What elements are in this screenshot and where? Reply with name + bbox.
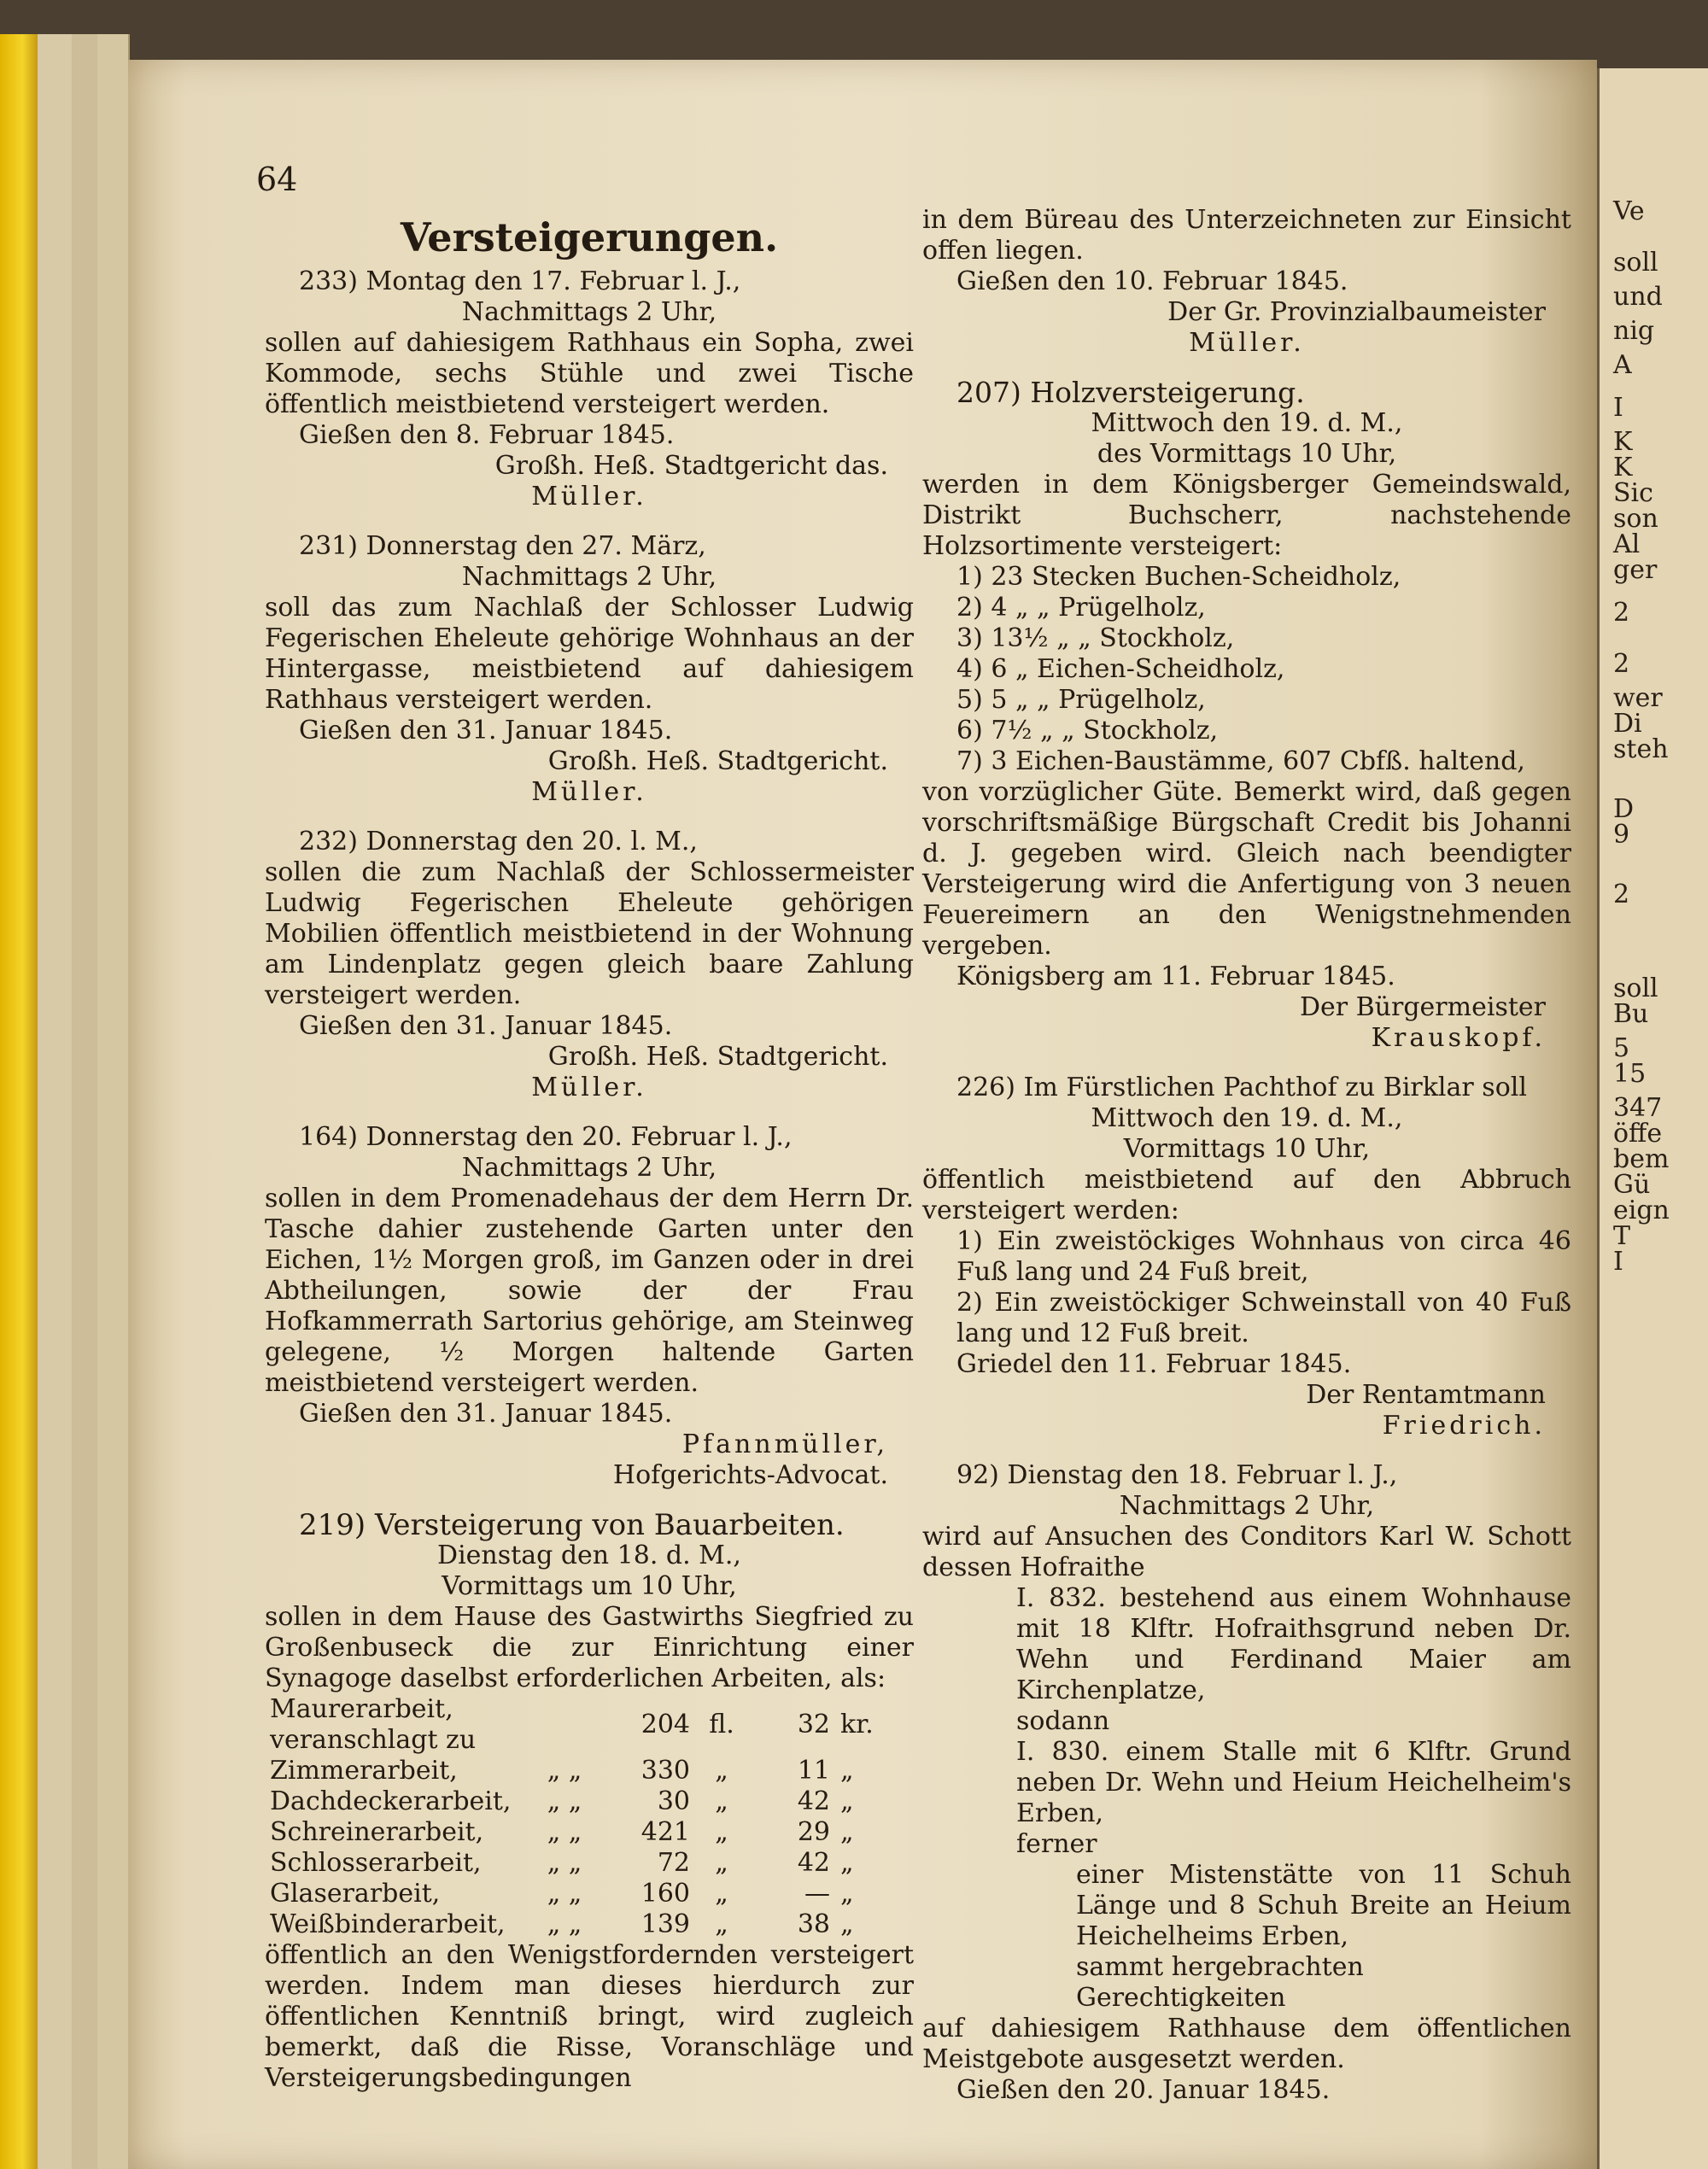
ditto-mark: „ „ xyxy=(547,1848,582,1878)
amount-kreuzer: 42 xyxy=(797,1848,830,1878)
work-name: Zimmerarbeit, xyxy=(270,1756,458,1786)
lot-place-date: Gießen den 31. Januar 1845. xyxy=(299,1399,673,1429)
list-item: 3) 13½ „ „ Stockholz, xyxy=(956,623,1235,653)
lot-place-date: Gießen den 31. Januar 1845. xyxy=(299,1011,673,1041)
lot-signature-title: Der Rentamtmann xyxy=(1306,1380,1546,1410)
unit-kreuzer: „ xyxy=(840,1848,854,1878)
next-page-edge xyxy=(1597,68,1708,2169)
book-page xyxy=(128,60,1597,2169)
lot-body: sollen die zum Nachlaß der Schlossermeister Ludwig Fegerischen Eheleute gehörigen Mobilien öffentlich meistbietend in der Wohnung am Lindenplatz gegen gleich baare Zahlung versteigert werden. xyxy=(265,857,914,1010)
next-page-fragment: nig xyxy=(1613,316,1655,346)
lot-time: des Vormittags 10 Uhr, xyxy=(1097,439,1397,469)
unit-florin: fl. xyxy=(709,1710,734,1739)
lot-time: Nachmittags 2 Uhr, xyxy=(461,562,717,592)
unit-florin: „ xyxy=(715,1817,728,1847)
ditto-mark: „ „ xyxy=(547,1879,582,1909)
work-name: Dachdeckerarbeit, xyxy=(270,1786,512,1816)
lot-207 xyxy=(922,377,1571,1054)
lot-body: in dem Büreau des Unterzeichneten zur Einsicht offen liegen. xyxy=(922,205,1571,266)
cost-row xyxy=(265,1848,914,1879)
lot-intro: öffentlich meistbietend auf den Abbruch versteigert werden: xyxy=(922,1165,1571,1225)
lot-226 xyxy=(922,1073,1571,1441)
unit-kreuzer: „ xyxy=(840,1817,854,1847)
work-name: Glaserarbeit, xyxy=(270,1879,441,1909)
next-page-fragment: K xyxy=(1613,427,1633,457)
ditto-mark: „ „ xyxy=(547,1756,582,1786)
list-item: einer Mistenstätte von 11 Schuh Länge und 8 Schuh Breite an Heium Heichelheims Erben, xyxy=(1076,1860,1571,1951)
work-name: Weißbinderarbeit, xyxy=(270,1909,506,1939)
list-item: 4) 6 „ Eichen-Scheidholz, xyxy=(956,654,1285,684)
amount-kreuzer: — xyxy=(804,1879,830,1909)
next-page-fragment: 347 xyxy=(1613,1093,1663,1123)
next-page-fragment: I xyxy=(1613,393,1623,423)
amount-florin: 139 xyxy=(640,1909,690,1939)
lot-body: sollen in dem Hause des Gastwirths Siegfried zu Großenbuseck die zur Einrichtung einer Synagoge daselbst erforderlichen Arbeiten, als: xyxy=(265,1602,914,1693)
amount-florin: 72 xyxy=(657,1848,690,1878)
list-item: 1) 23 Stecken Buchen-Scheidholz, xyxy=(956,562,1401,592)
next-page-fragment: 15 xyxy=(1613,1059,1647,1089)
next-page-fragment: T xyxy=(1613,1221,1631,1251)
cost-table xyxy=(265,1694,914,1940)
next-page-fragment: Gü xyxy=(1613,1170,1651,1200)
list-item: I. 830. einem Stalle mit 6 Klftr. Grund neben Dr. Wehn und Heium Heichelheim's Erben, xyxy=(1016,1737,1571,1828)
amount-florin: 421 xyxy=(640,1817,690,1847)
next-page-fragment: 2 xyxy=(1613,880,1630,909)
lot-time: Nachmittags 2 Uhr, xyxy=(1119,1491,1375,1521)
cost-row xyxy=(265,1786,914,1817)
book-edge-yellow xyxy=(0,34,38,2169)
lot-closing: öffentlich an den Wenigstfordernden versteigert werden. Indem man dieses hierdurch zur öffentlichen Kenntniß bringt, wird zugleich bemerkt, daß die Risse, Voranschläge und Versteigerungsbedingungen xyxy=(265,1940,914,2093)
page-stack-edge xyxy=(38,34,73,2169)
lot-date: Mittwoch den 19. d. M., xyxy=(1091,1103,1403,1133)
unit-florin: „ xyxy=(715,1879,728,1909)
next-page-fragment: ger xyxy=(1613,555,1658,585)
next-page-fragment: 5 xyxy=(1613,1033,1630,1063)
lot-signature-name: Friedrich. xyxy=(1382,1411,1546,1441)
cost-row xyxy=(265,1694,914,1756)
page-stack-edge xyxy=(72,34,99,2169)
lot-signature-title: Der Gr. Provinzialbaumeister xyxy=(1167,297,1546,327)
lot-body: soll das zum Nachlaß der Schlosser Ludwig Fegerischen Eheleute gehörige Wohnhaus an der Hintergasse, meistbietend auf dahiesigem Rathhaus versteigert werden. xyxy=(265,593,914,715)
list-item: 1) Ein zweistöckiges Wohnhaus von circa 46 Fuß lang und 24 Fuß breit, xyxy=(956,1226,1571,1287)
lot-signature-name: Pfannmüller, xyxy=(681,1429,888,1459)
amount-florin: 160 xyxy=(640,1879,690,1909)
unit-kreuzer: „ xyxy=(840,1879,854,1909)
section-title: Versteigerungen. xyxy=(400,214,779,260)
cost-row xyxy=(265,1756,914,1786)
list-item: 7) 3 Eichen-Baustämme, 607 Cbfß. haltend, xyxy=(956,746,1525,776)
lot-heading: 233) Montag den 17. Februar l. J., xyxy=(299,266,741,296)
lot-signature-name: Krauskopf. xyxy=(1371,1023,1546,1053)
amount-kreuzer: 42 xyxy=(797,1786,830,1816)
next-page-fragment: I xyxy=(1613,1247,1623,1277)
amount-kreuzer: 11 xyxy=(797,1756,830,1786)
next-page-fragment: 2 xyxy=(1613,598,1630,628)
connector-text: ferner xyxy=(1016,1829,1097,1859)
connector-text: sodann xyxy=(1016,1706,1110,1736)
list-item: I. 832. bestehend aus einem Wohnhause mit 18 Klftr. Hofraithsgrund neben Dr. Wehn und Ferdinand Maier am Kirchenplatze, xyxy=(1016,1583,1571,1705)
lot-time: Nachmittags 2 Uhr, xyxy=(461,297,717,327)
page-stack-edge xyxy=(97,34,130,2169)
next-page-fragment: soll xyxy=(1613,973,1658,1003)
ditto-mark xyxy=(538,1694,591,1756)
next-page-fragment: son xyxy=(1613,504,1658,534)
lot-time: Nachmittags 2 Uhr, xyxy=(461,1153,717,1183)
unit-florin: „ xyxy=(715,1786,728,1816)
lot-heading: 219) Versteigerung von Bauarbeiten. xyxy=(299,1508,845,1542)
lot-place-date: Gießen den 31. Januar 1845. xyxy=(299,716,673,745)
lot-place-date: Gießen den 20. Januar 1845. xyxy=(956,2075,1331,2105)
amount-kreuzer: 32 xyxy=(797,1710,830,1739)
lot-232 xyxy=(265,827,914,1103)
next-page-fragment: A xyxy=(1613,350,1632,380)
lot-signature-name: Müller. xyxy=(1189,328,1305,358)
lot-164 xyxy=(265,1122,914,1491)
list-item: 2) 4 „ „ Prügelholz, xyxy=(956,593,1206,623)
lot-signature-title: Großh. Heß. Stadtgericht. xyxy=(547,746,888,776)
next-page-fragment: Al xyxy=(1613,529,1641,559)
lot-heading: 226) Im Fürstlichen Pachthof zu Birklar soll xyxy=(956,1073,1527,1102)
next-page-fragment: eign xyxy=(1613,1196,1670,1225)
unit-florin: „ xyxy=(715,1909,728,1939)
next-page-fragment: Di xyxy=(1613,709,1642,739)
list-item: 5) 5 „ „ Prügelholz, xyxy=(956,685,1206,715)
work-name: Schlosserarbeit, xyxy=(270,1848,482,1878)
cost-row xyxy=(265,1817,914,1848)
next-page-fragment: wer xyxy=(1613,683,1663,713)
lot-body: sollen in dem Promenadehaus der dem Herrn Dr. Tasche dahier zustehende Garten unter den Eichen, 1½ Morgen groß, im Ganzen oder in drei Abtheilungen, sowie der der Frau Hofkammerrath Sartorius gehörige, am Steinweg gelegene, ½ Morgen haltende Garten meistbietend versteigert werden. xyxy=(265,1184,914,1398)
unit-kreuzer: „ xyxy=(840,1756,854,1786)
unit-kreuzer: „ xyxy=(840,1909,854,1939)
lot-place-date: Gießen den 8. Februar 1845. xyxy=(299,420,675,450)
next-page-fragment: soll xyxy=(1613,248,1658,278)
work-name: Schreinerarbeit, xyxy=(270,1817,484,1847)
cost-row xyxy=(265,1909,914,1940)
next-page-fragment: Sic xyxy=(1613,478,1653,508)
lot-signature-title: Der Bürgermeister xyxy=(1299,992,1546,1022)
list-item: 6) 7½ „ „ Stockholz, xyxy=(956,716,1219,745)
next-page-fragment: 9 xyxy=(1613,820,1630,850)
lot-219 xyxy=(265,1510,914,2094)
lot-92 xyxy=(922,1460,1571,2106)
list-item: 2) Ein zweistöckiger Schweinstall von 40 Fuß lang und 12 Fuß breit. xyxy=(956,1288,1571,1348)
ditto-mark: „ „ xyxy=(547,1817,582,1847)
list-item: sammt hergebrachten Gerechtigkeiten xyxy=(1076,1952,1364,2013)
lot-heading: 231) Donnerstag den 27. März, xyxy=(299,531,706,561)
lot-place-date: Griedel den 11. Februar 1845. xyxy=(956,1349,1352,1379)
next-page-fragment: Bu xyxy=(1613,999,1649,1029)
lot-signature-title: Großh. Heß. Stadtgericht. xyxy=(547,1042,888,1072)
next-page-fragment: öffe xyxy=(1613,1119,1663,1149)
next-page-fragment: 2 xyxy=(1613,649,1630,679)
amount-florin: 204 xyxy=(640,1710,690,1739)
ditto-mark: „ „ xyxy=(547,1909,582,1939)
lot-signature-name: Müller. xyxy=(531,482,647,512)
lot-heading: 232) Donnerstag den 20. l. M., xyxy=(299,827,698,856)
next-page-fragment: und xyxy=(1613,282,1663,312)
lot-time: Vormittags um 10 Uhr, xyxy=(442,1571,737,1601)
lot-231 xyxy=(265,531,914,808)
work-name: Maurerarbeit, veranschlagt zu xyxy=(270,1694,477,1755)
lot-intro: werden in dem Königsberger Gemeindswald, Distrikt Buchscherr, nachstehende Holzsortimente versteigert: xyxy=(922,470,1571,561)
unit-kreuzer: „ xyxy=(840,1786,854,1816)
left-column xyxy=(265,213,914,2094)
unit-florin: „ xyxy=(715,1848,728,1878)
lot-place-date: Gießen den 10. Februar 1845. xyxy=(956,266,1348,296)
lot-signature-name: Müller. xyxy=(531,777,647,807)
lot-heading: 164) Donnerstag den 20. Februar l. J., xyxy=(299,1122,793,1152)
lot-signature-name: Müller. xyxy=(531,1073,647,1102)
lot-time: Vormittags 10 Uhr, xyxy=(1123,1134,1371,1164)
lot-signature-title: Hofgerichts-Advocat. xyxy=(612,1460,888,1490)
lot-219-continued xyxy=(922,205,1571,359)
lot-body: von vorzüglicher Güte. Bemerkt wird, daß gegen vorschriftsmäßige Bürgschaft Credit bis Johanni d. J. gegeben wird. Gleich nach beendigter Versteigerung wird die Anfertigung von 3 neuen Feuereimern an den Wenigstnehmenden vergeben. xyxy=(922,777,1571,961)
next-page-fragment: Ve xyxy=(1613,196,1645,226)
lot-heading: 92) Dienstag den 18. Februar l. J., xyxy=(956,1460,1398,1490)
right-column xyxy=(922,205,1571,2106)
lot-heading: 207) Holzversteigerung. xyxy=(956,376,1305,409)
next-page-fragment: K xyxy=(1613,453,1633,482)
lot-closing: auf dahiesigem Rathhause dem öffentlichen Meistgebote ausgesetzt werden. xyxy=(922,2014,1571,2074)
page-number: 64 xyxy=(256,161,298,198)
ditto-mark: „ „ xyxy=(547,1786,582,1816)
lot-body: sollen auf dahiesigem Rathhaus ein Sopha, zwei Kommode, sechs Stühle und zwei Tische öffentlich meistbietend versteigert werden. xyxy=(265,328,914,419)
lot-233 xyxy=(265,266,914,512)
lot-date: Dienstag den 18. d. M., xyxy=(437,1541,741,1570)
lot-intro: wird auf Ansuchen des Conditors Karl W. Schott dessen Hofraithe xyxy=(922,1522,1571,1582)
next-page-fragment: bem xyxy=(1613,1144,1670,1174)
unit-kreuzer: kr. xyxy=(840,1710,874,1739)
lot-place-date: Königsberg am 11. Februar 1845. xyxy=(956,962,1395,991)
lot-signature-title: Großh. Heß. Stadtgericht das. xyxy=(494,451,888,481)
amount-florin: 330 xyxy=(640,1756,690,1786)
cost-row xyxy=(265,1879,914,1909)
amount-kreuzer: 29 xyxy=(797,1817,830,1847)
lot-date: Mittwoch den 19. d. M., xyxy=(1091,408,1403,438)
amount-kreuzer: 38 xyxy=(797,1909,830,1939)
unit-florin: „ xyxy=(715,1756,728,1786)
next-page-fragment: D xyxy=(1613,794,1635,824)
next-page-fragment: steh xyxy=(1613,734,1669,764)
amount-florin: 30 xyxy=(657,1786,690,1816)
